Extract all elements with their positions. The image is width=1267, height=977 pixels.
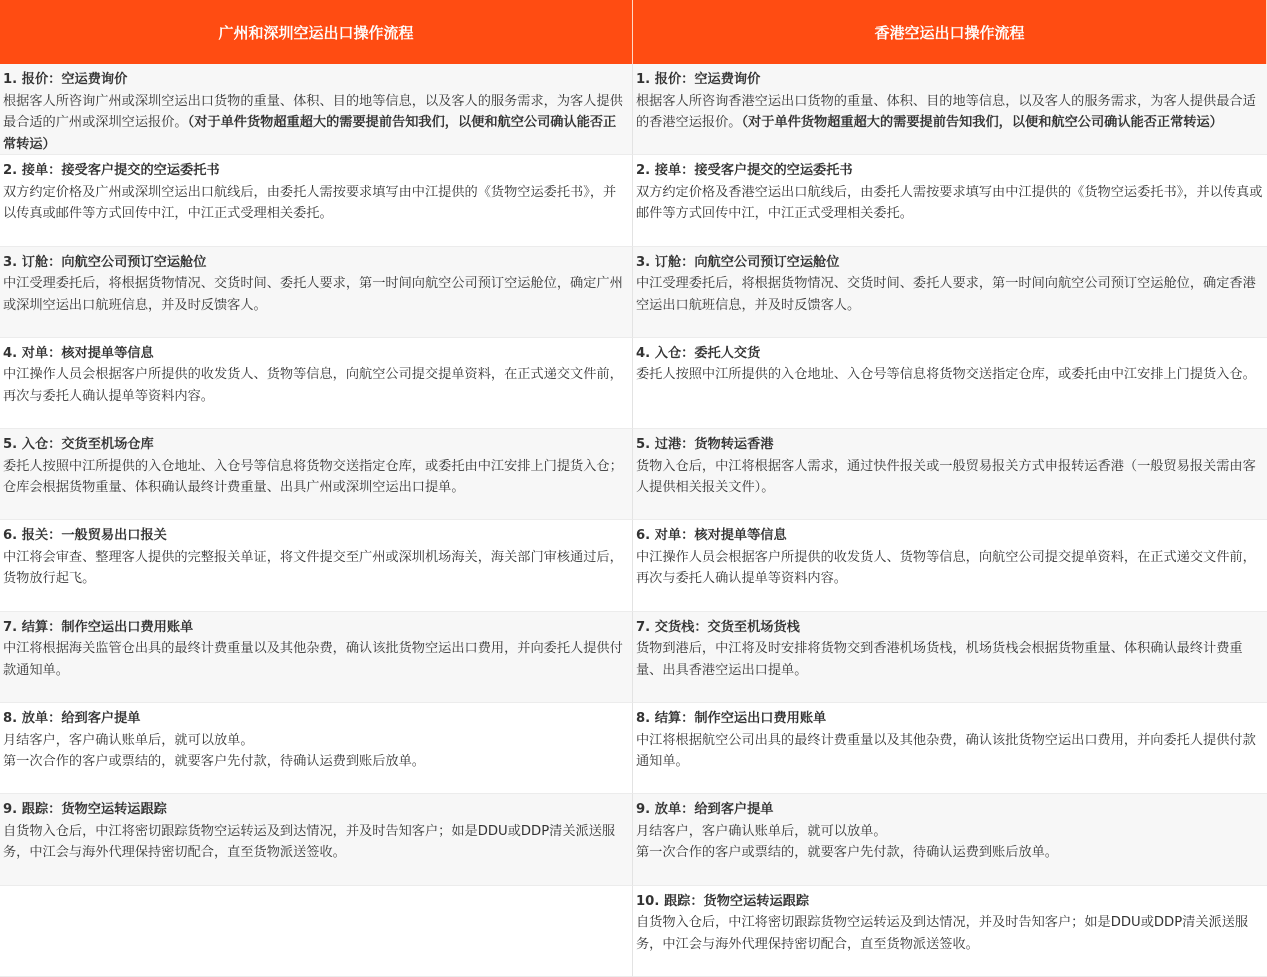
step-description: 自货物入仓后，中江将密切跟踪货物空运转运及到达情况，并及时告知客户；如是DDU或DDP清关派送服务，中江会与海外代理保持密切配合，直至货物派送签收。 [636, 915, 1249, 952]
step-title: 3. 订舱：向航空公司预订空运舱位 [636, 254, 840, 270]
step-title: 5. 过港：货物转运香港 [636, 437, 774, 453]
step-description: 自货物入仓后，中江将密切跟踪货物空运转运及到达情况，并及时告知客户；如是DDU或DDP清关派送服务，中江会与海外代理保持密切配合，直至货物派送签收。 [3, 823, 616, 861]
left-column-header: 广州和深圳空运出口操作流程 [0, 0, 633, 64]
left-step-cell [0, 429, 633, 520]
step-description: 中江操作人员会根据客户所提供的收发货人、货物等信息，向航空公司提交提单资料，在正式递交文件前，再次与委托人确认提单等资料内容。 [636, 549, 1256, 587]
left-step-cell [0, 64, 633, 155]
step-description: 月结客户，客户确认账单后，就可以放单。 第一次合作的客户或票结的，就要客户先付款，待确认运费到账后放单。 [3, 732, 425, 770]
step-description: 中江受理委托后，将根据货物情况、交货时间、委托人要求，第一时间向航空公司预订空运舱位，确定广州或深圳空运出口航班信息，并及时反馈客人。 [3, 276, 623, 313]
step-description: 中江将会审查、整理客人提供的完整报关单证，将文件提交至广州或深圳机场海关，海关部门审核通过后，货物放行起飞。 [3, 549, 623, 587]
right-column-header: 香港空运出口操作流程 [633, 0, 1267, 64]
step-title: 3. 订舱：向航空公司预订空运舱位 [3, 254, 207, 270]
right-step-cell [633, 703, 1267, 794]
right-step-cell [633, 886, 1267, 977]
step-description: 双方约定价格及香港空运出口航线后，由委托人需按要求填写由中江提供的《货物空运委托书》，并以传真或邮件等方式回传中江，中江正式受理相关委托。 [636, 184, 1263, 222]
step-title: 8. 放单：给到客户提单 [3, 711, 141, 727]
step-note: （对于单件货物超重超大的需要提前告知我们，以便和航空公司确认能否正常转运） [741, 115, 1223, 130]
step-title: 2. 接单：接受客户提交的空运委托书 [3, 163, 220, 179]
step-description: 中江操作人员会根据客户所提供的收发货人、货物等信息，向航空公司提交提单资料，在正式递交文件前，再次与委托人确认提单等资料内容。 [3, 367, 623, 404]
right-step-cell [633, 338, 1267, 429]
step-title: 1. 报价：空运费询价 [636, 72, 761, 87]
left-step-cell [0, 247, 633, 338]
step-description: 双方约定价格及广州或深圳空运出口航线后，由委托人需按要求填写由中江提供的《货物空运委托书》，并以传真或邮件等方式回传中江，中江正式受理相关委托。 [3, 184, 617, 222]
step-title: 1. 报价：空运费询价 [3, 72, 128, 87]
step-title: 4. 对单：核对提单等信息 [3, 345, 154, 361]
left-step-cell [0, 612, 633, 703]
step-title: 9. 放单：给到客户提单 [636, 802, 774, 818]
step-description: 中江将根据海关监管仓出具的最终计费重量以及其他杂费，确认该批货物空运出口费用，并向委托人提供付款通知单。 [3, 641, 623, 678]
right-step-cell [633, 520, 1267, 611]
step-description: 货物到港后，中江将及时安排将货物交到香港机场货栈，机场货栈会根据货物重量、体积确认最终计费重量、出具香港空运出口提单。 [636, 641, 1243, 678]
step-description: 根据客人所咨询广州或深圳空运出口货物的重量、体积、目的地等信息，以及客人的服务需求，为客人提供最合适的广州或深圳空运报价。（对于单件货物超重超大的需要提前告知我们，以便和航空公司确认能否正常转运） [3, 93, 623, 152]
step-title: 6. 对单：核对提单等信息 [636, 528, 787, 544]
right-step-cell [633, 612, 1267, 703]
right-step-cell [633, 155, 1267, 246]
step-description: 中江将根据航空公司出具的最终计费重量以及其他杂费，确认该批货物空运出口费用，并向委托人提供付款通知单。 [636, 732, 1256, 770]
step-title: 7. 结算：制作空运出口费用账单 [3, 619, 194, 635]
step-title: 6. 报关：一般贸易出口报关 [3, 528, 167, 544]
left-step-cell [0, 520, 633, 611]
left-step-cell [0, 794, 633, 885]
step-title: 10. 跟踪：货物空运转运跟踪 [636, 893, 810, 909]
step-note: （对于单件货物超重超大的需要提前告知我们，以便和航空公司确认能否正常转运） [3, 115, 617, 152]
step-description: 根据客人所咨询香港空运出口货物的重量、体积、目的地等信息，以及客人的服务需求，为客人提供最合适的香港空运报价。（对于单件货物超重超大的需要提前告知我们，以便和航空公司确认能否正常转运） [636, 93, 1256, 130]
right-step-cell [633, 794, 1267, 885]
right-step-cell [633, 429, 1267, 520]
step-title: 5. 入仓：交货至机场仓库 [3, 437, 154, 453]
left-empty-cell [0, 886, 633, 977]
left-step-cell [0, 703, 633, 794]
step-title: 2. 接单：接受客户提交的空运委托书 [636, 163, 853, 179]
step-description: 委托人按照中江所提供的入仓地址、入仓号等信息将货物交送指定仓库，或委托由中江安排上门提货入仓；仓库会根据货物重量、体积确认最终计费重量、出具广州或深圳空运出口提单。 [3, 458, 623, 496]
step-description: 月结客户，客户确认账单后，就可以放单。 第一次合作的客户或票结的，就要客户先付款，待确认运费到账后放单。 [636, 823, 1058, 861]
left-step-cell [0, 155, 633, 246]
step-description: 委托人按照中江所提供的入仓地址、入仓号等信息将货物交送指定仓库，或委托由中江安排上门提货入仓。 [636, 367, 1256, 383]
right-step-cell [633, 64, 1267, 155]
step-description: 中江受理委托后，将根据货物情况、交货时间、委托人要求，第一时间向航空公司预订空运舱位，确定香港空运出口航班信息，并及时反馈客人。 [636, 276, 1256, 313]
step-title: 4. 入仓：委托人交货 [636, 345, 761, 361]
step-title: 9. 跟踪：货物空运转运跟踪 [3, 802, 167, 818]
left-step-cell [0, 338, 633, 429]
step-title: 7. 交货栈：交货至机场货栈 [636, 619, 800, 635]
step-description: 货物入仓后，中江将根据客人需求，通过快件报关或一般贸易报关方式申报转运香港（一般贸易报关需由客人提供相关报关文件）。 [636, 458, 1256, 496]
right-step-cell [633, 247, 1267, 338]
step-title: 8. 结算：制作空运出口费用账单 [636, 711, 827, 727]
